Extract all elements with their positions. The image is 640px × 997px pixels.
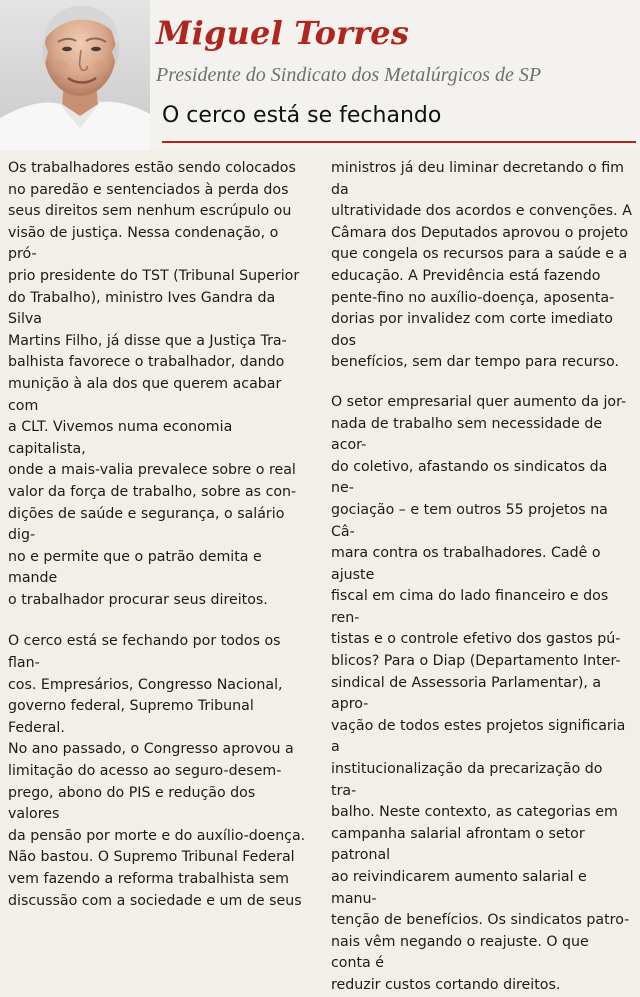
column-header — [0, 0, 640, 150]
article-column-right — [331, 158, 632, 997]
paragraph: Os trabalhadores estão sendo colocados no paredão e sentenciados à perda dos seus direitos sem nenhum escrúpulo ou visão de justiça. Nessa condenação, o pró- prio presidente do TST (Tribunal Superior do Trabalho), ministro Ives Gandra da Silva Martins Filho, já disse que a Justiça Tra- balhista favorece o trabalhador, dando munição à ala dos que querem acabar com a CLT. Vivemos numa economia capitalista, onde a mais-valia prevalece sobre o real valor da força de trabalho, sobre as con- dições de saúde e segurança, o salário dig- no e permite que o patrão demita e mande o trabalhador procurar seus direitos. — [8, 160, 300, 608]
author-name: Miguel Torres — [156, 14, 410, 52]
author-portrait-image — [0, 0, 150, 150]
author-role: Presidente do Sindicato dos Metalúrgicos de SP — [156, 64, 542, 86]
author-photo — [0, 0, 150, 150]
article-headline: O cerco está se fechando — [162, 103, 442, 128]
paragraph: O setor empresarial quer aumento da jor- nada de trabalho sem necessidade de acor- do coletivo, afastando os sindicatos da ne- gociação – e tem outros 55 projetos na Câ- mara contra os trabalhadores. Cadê o ajuste fiscal em cima do lado financeiro e dos ren- tistas e o controle efetivo dos gastos pú- blicos? Para o Diap (Departamento Inter- sindical de Assessoria Parlamentar), a apro- vação de todos estes projetos significaria a institucionalização da precarização do tra- balho. Neste contexto, as categorias em campanha salarial afrontam o setor patronal ao reivindicarem aumento salarial e manu- tenção de benefícios. Os sindicatos patro- nais vêm negando o reajuste. O que conta é reduzir custos cortando direitos. — [331, 393, 630, 993]
article-column-left — [8, 158, 310, 912]
headline-divider — [162, 141, 636, 143]
paragraph: ministros já deu liminar decretando o fim da ultratividade dos acordos e convenções. A Câmara dos Deputados aprovou o projeto que congela os recursos para a saúde e a educação. A Previdência está fazendo pente-fino no auxílio-doença, aposenta- dorias por invalidez com corte imediato dos benefícios, sem dar tempo para recurso. — [331, 160, 632, 371]
paragraph: O cerco está se fechando por todos os flan- cos. Empresários, Congresso Nacional, governo federal, Supremo Tribunal Federal. No ano passado, o Congresso aprovou a limitação do acesso ao seguro-desem- prego, abono do PIS e redução dos valores da pensão por morte e do auxílio-doença. Não bastou. O Supremo Tribunal Federal vem fazendo a reforma trabalhista sem discussão com a sociedade e um de seus — [8, 633, 306, 909]
